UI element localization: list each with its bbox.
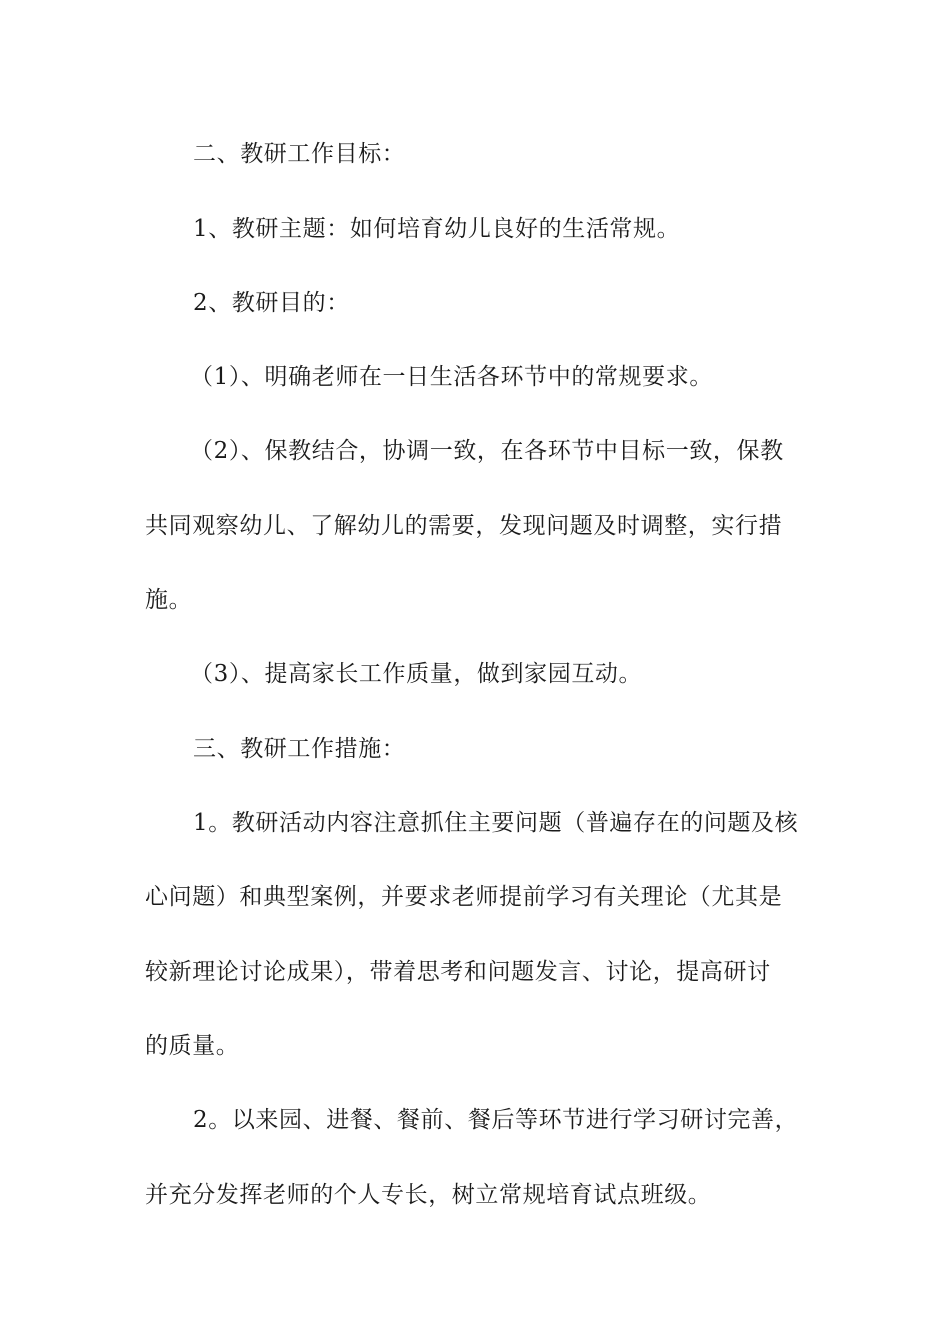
section-heading-measures: 三、教研工作措施： [193, 736, 406, 762]
measure-2-line-1: 2。以来园、进餐、餐前、餐后等环节进行学习研讨完善， [193, 1107, 799, 1133]
list-item-2-line-2: 共同观察幼儿、了解幼儿的需要，发现问题及时调整，实行措 [145, 513, 783, 539]
measure-1-line-2: 心问题）和典型案例，并要求老师提前学习有关理论（尤其是 [145, 884, 783, 910]
measure-1-line-3: 较新理论讨论成果），带着思考和问题发言、讨论，提高研讨 [145, 959, 771, 985]
paragraph-research-purpose: 2、教研目的： [193, 290, 350, 316]
list-item-2-line-3: 施。 [145, 587, 193, 613]
paragraph-research-theme: 1、教研主题：如何培育幼儿良好的生活常规。 [193, 216, 681, 242]
list-item-1: （1）、明确老师在一日生活各环节中的常规要求。 [190, 364, 713, 390]
list-item-3: （3）、提高家长工作质量，做到家园互动。 [190, 661, 643, 687]
list-item-2-line-1: （2）、保教结合，协调一致，在各环节中目标一致，保教 [190, 438, 784, 464]
section-heading-goals: 二、教研工作目标： [193, 141, 406, 167]
measure-2-line-2: 并充分发挥老师的个人专长，树立常规培育试点班级。 [145, 1182, 712, 1208]
measure-1-line-4: 的质量。 [145, 1033, 240, 1059]
measure-1-line-1: 1。教研活动内容注意抓住主要问题（普遍存在的问题及核 [193, 810, 799, 836]
